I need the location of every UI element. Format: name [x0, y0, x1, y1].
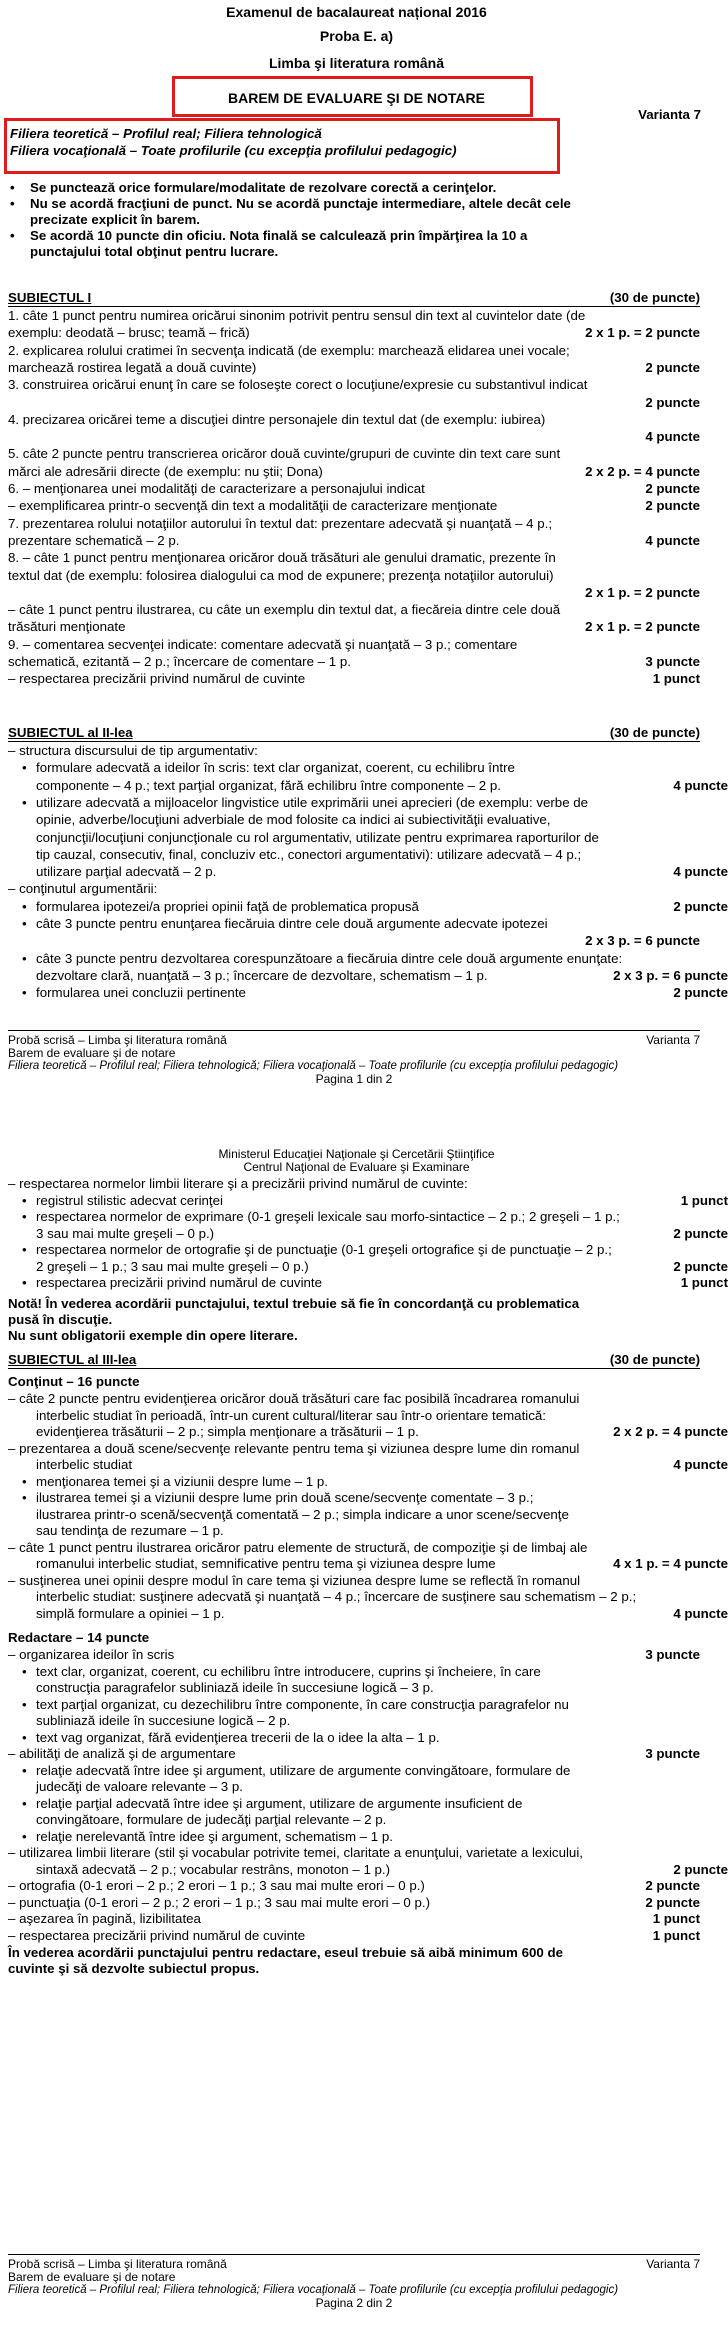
- barem-line: [8, 1664, 728, 1679]
- barem-line: [8, 343, 700, 358]
- continut-heading: Conţinut – 16 puncte: [8, 1374, 140, 1389]
- rule-item: • Se punctează orice formulare/modalitate de rezolvare corectă a cerinţelor.: [10, 180, 497, 195]
- page-1: [0, 0, 728, 1100]
- barem-line-text: câte 3 puncte pentru enunţarea fiecăruia dintre cele două argumente adecvate ipotezei: [36, 916, 548, 931]
- barem-line: [8, 550, 700, 565]
- points-value: 4 puncte: [673, 777, 728, 793]
- barem-line: [8, 985, 728, 1000]
- points-value: 2 puncte: [673, 1861, 728, 1877]
- barem-line: [8, 1829, 728, 1844]
- barem-line: [8, 377, 700, 392]
- s1-header: [8, 290, 700, 307]
- barem-line: [8, 1680, 728, 1695]
- bullet-glyph: •: [22, 794, 27, 810]
- barem-line: [8, 899, 728, 914]
- points-value: 1 punct: [652, 1927, 700, 1943]
- bullet-glyph: •: [22, 1209, 27, 1224]
- points-value: 4 puncte: [673, 1605, 728, 1621]
- points-value: 2 puncte: [645, 359, 700, 375]
- barem-line-text: tip cauzal, consecutiv, final, concluziv etc., conectori argumentativi): utilizare adecvată – 4 p.;: [36, 846, 582, 862]
- s1-points: (30 de puncte): [609, 290, 700, 305]
- barem-line: [8, 1556, 728, 1571]
- rule-item-cont: precizate explicit în barem.: [30, 212, 200, 227]
- barem-line-text: convingătoare, formulare de judecăţi parţial relevante – 2 p.: [36, 1812, 387, 1827]
- barem-line: [8, 1606, 728, 1621]
- barem-line: [8, 951, 728, 966]
- barem-line-text: subliniază ideile în succesiune logică – 2 p.: [36, 1713, 291, 1728]
- barem-line: [8, 481, 700, 496]
- barem-line: [8, 1523, 728, 1538]
- barem-line: [8, 1589, 728, 1604]
- bullet-glyph: •: [22, 1663, 27, 1679]
- points-value: 2 x 1 p. = 2 puncte: [585, 325, 700, 341]
- bullet-glyph: •: [22, 1192, 27, 1208]
- points-value: 1 punct: [680, 1192, 728, 1208]
- points-value: 4 puncte: [645, 532, 700, 548]
- barem-line: [8, 916, 728, 931]
- barem-line-text: simplă formulare a opiniei – 1 p.: [36, 1605, 225, 1621]
- bullet-glyph: •: [22, 950, 27, 966]
- points-value: 3 puncte: [645, 654, 700, 669]
- barem-line-text: ilustrarea printr-o scenă/secvenţă comentată – 2 p.; simpla indicare a unor scene/secvenţe: [36, 1506, 569, 1522]
- barem-line-text: 4. precizarea oricărei teme a discuţiei dintre personajele din textul dat (de exemplu: iubirea): [8, 411, 546, 427]
- barem-line-text: – respectarea normelor limbii literare şi a precizării privind numărul de cuvinte:: [8, 1176, 468, 1191]
- barem-line-text: sintaxă adecvată – 2 p.; vocabular restrâns, monoton – 1 p.): [36, 1861, 391, 1877]
- barem-line-text: schematică, ezitantă – 2 p.; încercare de comentare – 1 p.: [8, 654, 351, 669]
- barem-line: [8, 637, 700, 652]
- barem-line: [8, 654, 700, 669]
- footer-proba: Probă scrisă – Limba şi literatura română: [8, 1033, 227, 1047]
- barem-line: [8, 395, 700, 410]
- barem-line: [8, 360, 700, 375]
- centre-name: Centrul Naţional de Evaluare şi Examinare: [243, 1160, 470, 1174]
- barem-line: [8, 1730, 728, 1745]
- points-value: 2 puncte: [673, 898, 728, 914]
- barem-line-text: formularea ipotezei/a propriei opinii faţă de problematica propusă: [36, 898, 419, 914]
- barem-line: [8, 1275, 728, 1290]
- barem-line: [8, 1928, 700, 1943]
- barem-line-text: 5. câte 2 puncte pentru transcrierea oricăror două cuvinte/grupuri de cuvinte din text care sunt: [8, 446, 561, 462]
- footer-p2: [8, 2254, 700, 2310]
- barem-line: [8, 1259, 728, 1274]
- barem-line: [8, 1812, 728, 1827]
- barem-line-text: utilizare parţial adecvată – 2 p.: [36, 864, 217, 880]
- barem-line: [8, 1746, 700, 1761]
- barem-line: [8, 1209, 728, 1224]
- barem-line: [8, 1647, 700, 1662]
- barem-line-text: evidenţierea trăsăturii – 2 p.; simpla menţionare a trăsăturii – 1 p.: [36, 1424, 419, 1439]
- barem-line: [8, 1176, 700, 1191]
- barem-line-text: relaţie adecvată între idee şi argument, utilizare de argumente convingătoare, formulare de: [36, 1762, 571, 1778]
- barem-line-text: construcţia paragrafelor subliniază ideile în succesiune logică – 3 p.: [36, 1680, 434, 1695]
- note-line-1: Notă! În vederea acordării punctajului, textul trebuie să fie în concordanţă cu problematica: [8, 1296, 580, 1311]
- barem-line: [8, 1424, 728, 1439]
- barem-line-text: – punctuaţia (0-1 erori – 2 p.; 2 erori – 1 p.; 3 sau mai multe erori – 0 p.): [8, 1894, 431, 1910]
- points-value: 2 x 1 p. = 2 puncte: [585, 584, 700, 600]
- varianta-label: Varianta 7: [638, 107, 701, 122]
- bullet-glyph: •: [22, 1729, 27, 1745]
- barem-line: [8, 1408, 728, 1423]
- barem-line: [8, 1226, 728, 1241]
- barem-line-text: ilustrarea temei şi a viziunii despre lume prin două scene/secvenţe comentate – 3 p.;: [36, 1490, 534, 1505]
- barem-line-text: romanului interbelic studiat, semnificative pentru tema şi viziunea despre lume: [36, 1556, 496, 1571]
- points-value: 2 x 2 p. = 4 puncte: [613, 1424, 728, 1439]
- barem-line-text: interbelic studiat: [36, 1457, 133, 1472]
- barem-line-text: interbelic studiat: susţinere adecvată şi nuanţată – 4 p.; încercare de susţinere sau schematism – 2 p.;: [36, 1589, 637, 1604]
- points-value: 2 x 2 p. = 4 puncte: [585, 463, 700, 479]
- barem-line-text: dezvoltare clară, nuanţată – 3 p.; încercare de dezvoltare, schematism – 1 p.: [36, 967, 488, 983]
- barem-line: [8, 1895, 700, 1910]
- barem-line: [8, 308, 700, 323]
- barem-line-text: 2 greşeli – 1 p.; 3 sau mai multe greşeli – 0 p.): [36, 1258, 309, 1274]
- barem-line: [8, 1490, 728, 1505]
- barem-line: [8, 1763, 728, 1778]
- barem-line: [8, 847, 728, 862]
- barem-line-text: opinie, adverbe/locuţiuni adverbiale de mod folosite ca indici ai subiectivităţii evaluative,: [36, 812, 551, 828]
- rule-item-cont: punctajului total obţinut pentru lucrare.: [30, 244, 279, 259]
- page-number: Pagina 2 din 2: [315, 2296, 393, 2310]
- barem-line-text: 7. prezentarea rolului notaţiilor autorului în textul dat: prezentare adecvată şi nuanţată – 4 p.;: [8, 515, 553, 531]
- barem-line-text: utilizare adecvată a mijloacelor lingvistice utile exprimării unei aprecieri (de exemplu: verbe de: [36, 794, 589, 810]
- barem-line: [8, 446, 700, 461]
- exam-title: Examenul de bacalaureat național 2016: [226, 4, 487, 20]
- barem-line-text: text clar, organizat, coerent, cu echilibru între introducere, cuprins şi încheiere, în care: [36, 1663, 541, 1679]
- barem-line-text: textul dat (de exemplu: folosirea dialogului ca mod de expunere; prezenţa notaţiilor autorului): [8, 567, 554, 583]
- s2-header: [8, 725, 700, 742]
- rule-item: • Se acordă 10 puncte din oficiu. Nota finală se calculează prin împărţirea la 10 a: [10, 228, 528, 243]
- barem-line-text: – aşezarea în pagină, lizibilitatea: [8, 1911, 201, 1926]
- barem-line-text: – câte 1 punct pentru ilustrarea oricăror patru elemente de structură, de compoziţie şi de limbaj ale: [8, 1539, 588, 1555]
- bullet-glyph: •: [22, 760, 27, 776]
- barem-line: [8, 585, 700, 600]
- barem-line: [8, 1779, 728, 1794]
- footer-varianta: Varianta 7: [646, 1033, 700, 1047]
- barem-line-text: mărci ale adresării directe (de exemplu: nu ştii; Dona): [8, 463, 323, 479]
- bullet-glyph: •: [22, 1473, 27, 1489]
- barem-line: [8, 568, 700, 583]
- barem-line: [8, 1193, 728, 1208]
- barem-line-text: exemplu: deodată – brusc; teamă – frică): [8, 325, 250, 341]
- points-value: 2 puncte: [645, 481, 700, 496]
- barem-line-text: – structura discursului de tip argumentativ:: [8, 743, 258, 758]
- barem-line: [8, 1697, 728, 1712]
- barem-line: [8, 743, 700, 758]
- bullet-glyph: •: [22, 1828, 27, 1844]
- points-value: 2 puncte: [645, 394, 700, 410]
- barem-line-text: respectarea normelor de exprimare (0-1 greşeli lexicale sau morfo-sintactice – 2 p.; 2 greşeli – 1 p.;: [36, 1209, 620, 1224]
- points-value: 2 x 3 p. = 6 puncte: [585, 933, 700, 949]
- points-value: 2 x 3 p. = 6 puncte: [613, 967, 728, 983]
- barem-line-text: 3 sau mai multe greşeli – 0 p.): [36, 1225, 215, 1241]
- barem-line: [8, 498, 700, 513]
- points-value: 2 puncte: [673, 1258, 728, 1274]
- barem-line: [8, 1391, 700, 1406]
- footer-varianta: Varianta 7: [646, 2257, 700, 2271]
- barem-line: [8, 864, 728, 879]
- page-separator: [0, 1100, 713, 1130]
- barem-line-text: relaţie nerelevantă între idee şi argument, schematism – 1 p.: [36, 1828, 393, 1844]
- points-value: 2 x 1 p. = 2 puncte: [585, 619, 700, 635]
- points-value: 1 punct: [652, 671, 700, 687]
- points-value: 1 punct: [652, 1911, 700, 1926]
- points-value: 2 puncte: [673, 985, 728, 1001]
- barem-line-text: marchează rostirea legată a două cuvinte): [8, 359, 257, 375]
- barem-line: [8, 533, 700, 548]
- footer-filiera: Filiera teoretică – Profilul real; Filiera tehnologică; Filiera vocaţională – Toate profilurile (cu excepţia profilului pedagogic): [8, 2284, 619, 2296]
- barem-line-text: registrul stilistic adecvat cerinţei: [36, 1192, 223, 1208]
- bullet-glyph: •: [22, 1762, 27, 1778]
- barem-line-text: formulare adecvată a ideilor în scris: text clar organizat, coerent, cu echilibru între: [36, 760, 515, 776]
- barem-line-text: judecăţi de valoare relevante – 3 p.: [36, 1779, 243, 1794]
- barem-line: [8, 812, 728, 827]
- barem-line-text: 1. câte 1 punct pentru numirea oricărui sinonim potrivit pentru sensul din text al cuvintelor date (de: [8, 308, 586, 323]
- filiera-line-1: Filiera teoretică – Profilul real; Filiera tehnologică: [10, 126, 322, 141]
- points-value: 4 puncte: [673, 1457, 728, 1472]
- barem-line: [8, 795, 728, 810]
- barem-line: [8, 1878, 700, 1893]
- barem-line-text: 2. explicarea rolului cratimei în secvenţa indicată (de exemplu: marchează elidarea unei vocale;: [8, 342, 570, 358]
- barem-line: [8, 619, 700, 634]
- barem-line: [8, 933, 700, 948]
- barem-line: [8, 602, 700, 617]
- barem-line-text: text vag organizat, fără evidenţierea trecerii de la o idee la alta – 1 p.: [36, 1729, 440, 1745]
- barem-line: [8, 429, 700, 444]
- page-2: [0, 1130, 728, 2326]
- redactare-heading: Redactare – 14 puncte: [8, 1630, 150, 1645]
- barem-line-text: respectarea precizării privind numărul de cuvinte: [36, 1275, 323, 1290]
- barem-line-text: text parţial organizat, cu dezechilibru între componente, în care construcţia paragrafelor nu: [36, 1696, 569, 1712]
- page-number: Pagina 1 din 2: [315, 1072, 393, 1086]
- barem-line-text: respectarea normelor de ortografie şi de punctuaţie (0-1 greşeli ortografice şi de punctuaţie – 2 p.;: [36, 1242, 612, 1257]
- points-value: 3 puncte: [645, 1746, 700, 1761]
- barem-line: [8, 778, 728, 793]
- footer-filiera: Filiera teoretică – Profilul real; Filiera tehnologică; Filiera vocaţională – Toate profilurile (cu excepţia profilului pedagogic): [8, 1060, 619, 1072]
- barem-line-text: trăsături menţionate: [8, 619, 126, 635]
- barem-line: [8, 671, 700, 686]
- bullet-glyph: •: [22, 1242, 27, 1257]
- filiera-line-2: Filiera vocaţională – Toate profilurile (cu excepţia profilului pedagogic): [10, 143, 457, 158]
- barem-line-text: – respectarea precizării privind numărul de cuvinte: [8, 1927, 306, 1943]
- barem-line-text: menţionarea temei şi a viziunii despre lume – 1 p.: [36, 1473, 328, 1489]
- footer-proba: Probă scrisă – Limba şi literatura română: [8, 2257, 227, 2271]
- barem-line-text: 8. – câte 1 punct pentru menţionarea oricăror două trăsături ale genului dramatic, prezente în: [8, 550, 556, 566]
- barem-line-text: – prezentarea a două scene/secvenţe relevante pentru tema şi viziunea despre lume din romanul: [8, 1440, 580, 1456]
- barem-line-text: – abilităţi de analiză şi de argumentare: [8, 1746, 236, 1761]
- barem-line: [8, 1242, 728, 1257]
- points-value: 4 x 1 p. = 4 puncte: [613, 1556, 728, 1571]
- barem-line: [8, 968, 728, 983]
- barem-line-text: câte 3 puncte pentru dezvoltarea corespunzătoare a fiecăruia dintre cele două argumente enunţate:: [36, 950, 623, 966]
- barem-line-text: 6. – menţionarea unei modalităţi de caracterizare a personajului indicat: [8, 481, 425, 496]
- s3-header: [8, 1352, 700, 1369]
- barem-line: [8, 464, 700, 479]
- points-value: 3 puncte: [645, 1647, 700, 1662]
- bullet-glyph: •: [22, 1490, 27, 1505]
- points-value: 2 puncte: [645, 1878, 700, 1893]
- s3-points: (30 de puncte): [609, 1352, 700, 1367]
- footer-p1: [8, 1030, 700, 1086]
- barem-line: [8, 1845, 700, 1860]
- barem-line: [8, 1457, 728, 1472]
- barem-line-text: – exemplificarea printr-o secvenţă din text a modalităţii de caracterizare menţionate: [8, 498, 498, 514]
- points-value: 2 puncte: [645, 1894, 700, 1910]
- ministry-name: Ministerul Educaţiei Naţionale şi Cercetării Ştiinţifice: [218, 1147, 495, 1161]
- bullet-glyph: •: [22, 1795, 27, 1811]
- s3-title: SUBIECTUL al III-lea: [8, 1352, 137, 1367]
- note-line-2: pusă în discuţie.: [8, 1312, 113, 1327]
- barem-title: BAREM DE EVALUARE ŞI DE NOTARE: [228, 90, 485, 106]
- barem-line-text: – utilizarea limbii literare (stil şi vocabular potrivite temei, claritate a enunţului, varietate a lexicului,: [8, 1845, 583, 1860]
- bullet-glyph: •: [22, 985, 27, 1001]
- barem-line: [8, 760, 728, 775]
- subject-label: Limba şi literatura română: [268, 55, 445, 71]
- points-value: 2 puncte: [673, 1225, 728, 1241]
- barem-line-text: interbelic studiat în perioadă, într-un curent cultural/literar sau într-o orientare tematică:: [36, 1407, 546, 1423]
- barem-line-text: formularea unei concluzii pertinente: [36, 985, 246, 1001]
- barem-line-text: – ortografia (0-1 erori – 2 p.; 2 erori – 1 p.; 3 sau mai multe erori – 0 p.): [8, 1878, 425, 1893]
- barem-line-text: – organizarea ideilor în scris: [8, 1647, 175, 1662]
- barem-line: [8, 1713, 728, 1728]
- barem-line-text: componente – 4 p.; text parţial organizat, fără echilibru între componente – 2 p.: [36, 777, 501, 793]
- s2-title: SUBIECTUL al II-lea: [8, 725, 133, 740]
- points-value: 4 puncte: [673, 864, 728, 880]
- barem-line: [8, 1441, 700, 1456]
- barem-line-text: prezentare schematică – 2 p.: [8, 532, 180, 548]
- proba-label: Proba E. a): [319, 28, 394, 44]
- barem-line: [8, 412, 700, 427]
- s2-points: (30 de puncte): [609, 725, 700, 740]
- footer-barem: Barem de evaluare şi de notare: [8, 1046, 176, 1060]
- points-value: 4 puncte: [645, 429, 700, 445]
- barem-line: [8, 1507, 728, 1522]
- barem-line: [8, 881, 700, 896]
- footer-barem: Barem de evaluare şi de notare: [8, 2270, 176, 2284]
- points-value: 1 punct: [680, 1275, 728, 1290]
- bullet-glyph: •: [22, 898, 27, 914]
- final-line-1: În vederea acordării punctajului pentru redactare, eseul trebuie să aibă minimum 600 de: [8, 1945, 563, 1960]
- barem-line-text: conjuncţii/locuţiuni conjuncţionale cu rol argumentativ, utilizate pentru exprimarea raporturilor de: [36, 829, 599, 845]
- note-line-3: Nu sunt obligatorii exemple din opere literare.: [8, 1328, 298, 1343]
- bullet-glyph: •: [22, 1275, 27, 1290]
- barem-line: [8, 1862, 728, 1877]
- barem-line-text: – respectarea precizării privind numărul de cuvinte: [8, 671, 306, 687]
- barem-line: [8, 516, 700, 531]
- barem-line: [8, 1540, 700, 1555]
- barem-line-text: – susţinerea unei opinii despre modul în care tema şi viziunea despre lume se reflectă în romanul: [8, 1572, 581, 1588]
- bullet-glyph: •: [22, 916, 27, 931]
- barem-line-text: relaţie parţial adecvată între idee şi argument, utilizare de argumente insuficient de: [36, 1795, 523, 1811]
- barem-line-text: 9. – comentarea secvenţei indicate: comentare adecvată şi nuanţată – 3 p.; comentare: [8, 636, 518, 652]
- points-value: 2 puncte: [645, 498, 700, 514]
- barem-line: [8, 1796, 728, 1811]
- barem-line: [8, 325, 700, 340]
- barem-line: [8, 830, 728, 845]
- final-line-2: cuvinte şi să dezvolte subiectul propus.: [8, 1961, 260, 1976]
- barem-line-text: sau tendinţa de rezumare – 1 p.: [36, 1523, 224, 1538]
- barem-line-text: – câte 2 puncte pentru evidenţierea oricăror două trăsături care fac posibilă încadrarea romanului: [8, 1391, 580, 1406]
- barem-line-text: – conţinutul argumentării:: [8, 881, 158, 897]
- rule-item: • Nu se acordă fracţiuni de punct. Nu se acordă punctaje intermediare, altele decât cele: [10, 196, 571, 211]
- barem-line: [8, 1911, 700, 1926]
- bullet-glyph: •: [22, 1696, 27, 1712]
- barem-line: [8, 1474, 728, 1489]
- barem-line-text: – câte 1 punct pentru ilustrarea, cu câte un exemplu din textul dat, a fiecăreia dintre cele două: [8, 602, 561, 618]
- barem-line-text: 3. construirea oricărui enunţ în care se foloseşte corect o locuţiune/expresie cu substantivul indicat: [8, 377, 588, 393]
- barem-line: [8, 1573, 700, 1588]
- s1-title: SUBIECTUL I: [8, 290, 92, 305]
